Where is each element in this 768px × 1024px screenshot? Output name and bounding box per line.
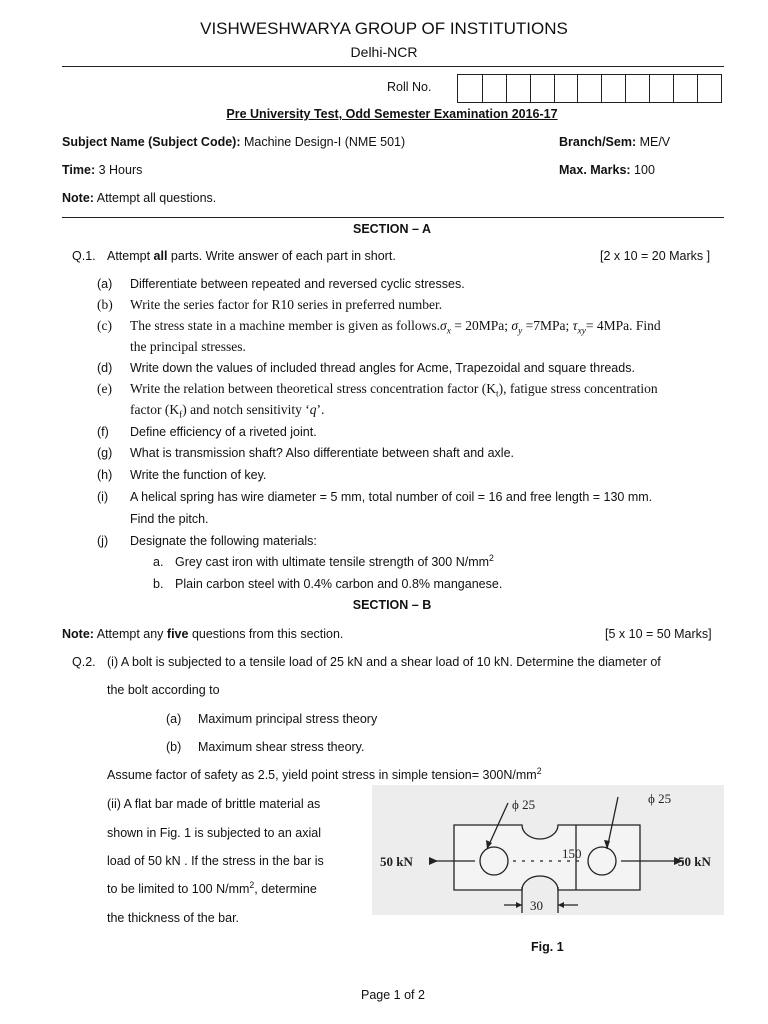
q1-instruction [107, 249, 396, 263]
q2ii-line5: the thickness of the bar. [107, 911, 240, 925]
time-label: Time: [62, 163, 96, 177]
note-line [62, 191, 216, 205]
q2-assume: Assume factor of safety as 2.5, yield point stress in simple tension= $300N/mm^2$ [107, 765, 542, 782]
part-e-line2: factor $(K_f)$ and notch sensitivity ‘q’. [130, 402, 325, 421]
roll-number-cell[interactable] [649, 75, 673, 102]
section-b-note-label: Note: [62, 627, 94, 641]
section-b-note-post: questions from this section. [188, 627, 344, 641]
q2-number: Q.2. [72, 655, 96, 669]
time-line [62, 163, 142, 177]
roll-number-cell[interactable] [577, 75, 601, 102]
part-c-post: Find [632, 318, 661, 333]
q2ii-line1: (ii) A flat bar made of brittle material as [107, 797, 321, 811]
section-b-note-bold: five [166, 627, 189, 641]
fig1-load-right: 50 kN [678, 854, 711, 869]
part-e-label: (e) [97, 381, 112, 396]
q2-assume-text: Assume factor of safety as 2.5, yield point stress in simple tension= 300N/mm [107, 768, 537, 782]
marks-value: 100 [630, 163, 655, 177]
q1-number: Q.1. [72, 249, 96, 263]
part-j-sub-b-label: b. [153, 577, 164, 591]
part-c-line1: The stress state in a machine member is given as $follows.\sigma_x = 20MPa$; $\sigma_y =7MPa$; $\tau_{xy}= 4MPa$. Find [130, 318, 661, 337]
part-d-text: Write down the values of included thread angles for Acme, Trapezoidal and square threads. [130, 361, 635, 375]
roll-label: Roll No. [387, 80, 432, 94]
roll-number-cell[interactable] [673, 75, 697, 102]
q2ii-line4: to be limited to 100 $N/mm^2$, determine [107, 879, 317, 896]
subject-label: Subject Name (Subject Code): [62, 135, 241, 149]
part-c-line2: the principal stresses. [130, 339, 246, 354]
marks-label: Max. Marks: [559, 163, 631, 177]
part-g-label: (g) [97, 446, 113, 460]
roll-number-cell[interactable] [530, 75, 554, 102]
branch-value: ME/V [636, 135, 671, 149]
part-i-line2: Find the pitch. [130, 512, 209, 526]
part-e-line2-b: ) and notch sensitivity ‘ [182, 402, 310, 417]
section-a-title: SECTION – A [352, 222, 432, 236]
q2ii-line4-b: , determine [254, 882, 317, 896]
branch-label: Branch/Sem: [559, 135, 637, 149]
section-b-note [62, 627, 343, 641]
institution-location: Delhi-NCR [350, 44, 418, 60]
fig1-flat-bar-drawing [372, 785, 724, 915]
page-number: Page 1 of 2 [361, 988, 425, 1002]
part-c-label: (c) [97, 318, 112, 333]
part-b-text: Write the series factor for R10 series in preferred number. [130, 297, 443, 312]
q2-line1: (i) A bolt is subjected to a tensile load of 25 kN and a shear load of 10 kN. Determine the diameter of [107, 655, 661, 669]
roll-number-cell[interactable] [697, 75, 721, 102]
part-g-text: What is transmission shaft? Also differentiate between shaft and axle. [130, 446, 515, 460]
part-e-line1: Write the relation between theoretical stress concentration factor $(K_t)$, fatigue stress concentration [130, 381, 658, 400]
roll-number-cell[interactable] [601, 75, 625, 102]
part-b-label: (b) [97, 297, 113, 312]
part-a-label: (a) [97, 277, 113, 291]
part-i-label: (i) [97, 490, 109, 504]
roll-number-cell[interactable] [554, 75, 578, 102]
q1-post: parts. Write answer of each part in short. [167, 249, 396, 263]
fig1-load-left: 50 kN [380, 854, 413, 869]
part-j-label: (j) [97, 534, 109, 548]
q1-bold: all [153, 249, 168, 263]
subject-line [62, 135, 405, 149]
branch-line [559, 135, 670, 149]
roll-number-cell[interactable] [458, 75, 482, 102]
roll-number-boxes[interactable] [457, 74, 722, 103]
roll-number-cell[interactable] [482, 75, 506, 102]
part-e-line1-a: Write the relation between theoretical stress concentration factor (K [130, 381, 497, 396]
part-j-sub-a-text: Grey cast iron with ultimate tensile strength of 300 N/mm [175, 555, 490, 569]
part-f-text: Define efficiency of a riveted joint. [130, 425, 317, 439]
q2-b-label: (b) [166, 740, 182, 754]
fig1-dim-30: 30 [530, 898, 543, 913]
roll-number-cell[interactable] [506, 75, 530, 102]
fig1-phi-left: ϕ 25 [512, 797, 536, 812]
q2-b-text: Maximum shear stress theory. [198, 740, 365, 754]
section-b-note-pre: Attempt any [93, 627, 167, 641]
part-d-label: (d) [97, 361, 113, 375]
part-i-line1: A helical spring has wire diameter = 5 mm, total number of coil = 16 and free length = 130 mm. [130, 490, 653, 504]
q2ii-line4-a: to be limited to 100 N/mm [107, 882, 250, 896]
subject-value: Machine Design-I (NME 501) [240, 135, 406, 149]
section-b-title: SECTION – B [352, 598, 432, 612]
meta-divider [62, 217, 724, 218]
part-a-text: Differentiate between repeated and reversed cyclic stresses. [130, 277, 465, 291]
roll-number-cell[interactable] [625, 75, 649, 102]
institution-name: VISHWESHWARYA GROUP OF INSTITUTIONS [200, 19, 568, 38]
q2-a-text: Maximum principal stress theory [198, 712, 378, 726]
fig1-dim-150: 150 [562, 846, 582, 861]
fig1-phi-right: ϕ 25 [648, 791, 672, 806]
part-j-sub-b: Plain carbon steel with 0.4% carbon and 0.8% manganese. [175, 577, 503, 591]
q1-marks: [2 x 10 = 20 Marks ] [600, 249, 711, 263]
part-h-text: Write the function of key. [130, 468, 267, 482]
part-h-label: (h) [97, 468, 113, 482]
part-c-pre: The stress state in a machine member is given as follows. [130, 318, 441, 333]
note-value: Attempt all questions. [93, 191, 217, 205]
q2-a-label: (a) [166, 712, 182, 726]
part-j-sub-a-label: a. [153, 555, 164, 569]
header-divider [62, 66, 724, 67]
part-j-text: Designate the following materials: [130, 534, 317, 548]
fig1-caption: Fig. 1 [531, 940, 564, 954]
q2ii-line2: shown in Fig. 1 is subjected to an axial [107, 826, 322, 840]
note-label: Note: [62, 191, 94, 205]
part-e-line2-a: factor (K [130, 402, 180, 417]
part-e-line2-c: ’. [316, 402, 325, 417]
part-f-label: (f) [97, 425, 109, 439]
exam-title: Pre University Test, Odd Semester Examination 2016-17 [226, 107, 558, 121]
part-e-line1-b: ), fatigue stress concentration [498, 381, 658, 396]
marks-line [559, 163, 655, 177]
time-value: 3 Hours [95, 163, 143, 177]
q1-pre: Attempt [107, 249, 154, 263]
q2ii-line3: load of 50 kN . If the stress in the bar is [107, 854, 324, 868]
section-b-marks: [5 x 10 = 50 Marks] [605, 627, 712, 641]
q2-line2: the bolt according to [107, 683, 220, 697]
part-j-sub-a: Grey cast iron with ultimate tensile strength of 300 $N/mm^2$ [175, 552, 494, 569]
